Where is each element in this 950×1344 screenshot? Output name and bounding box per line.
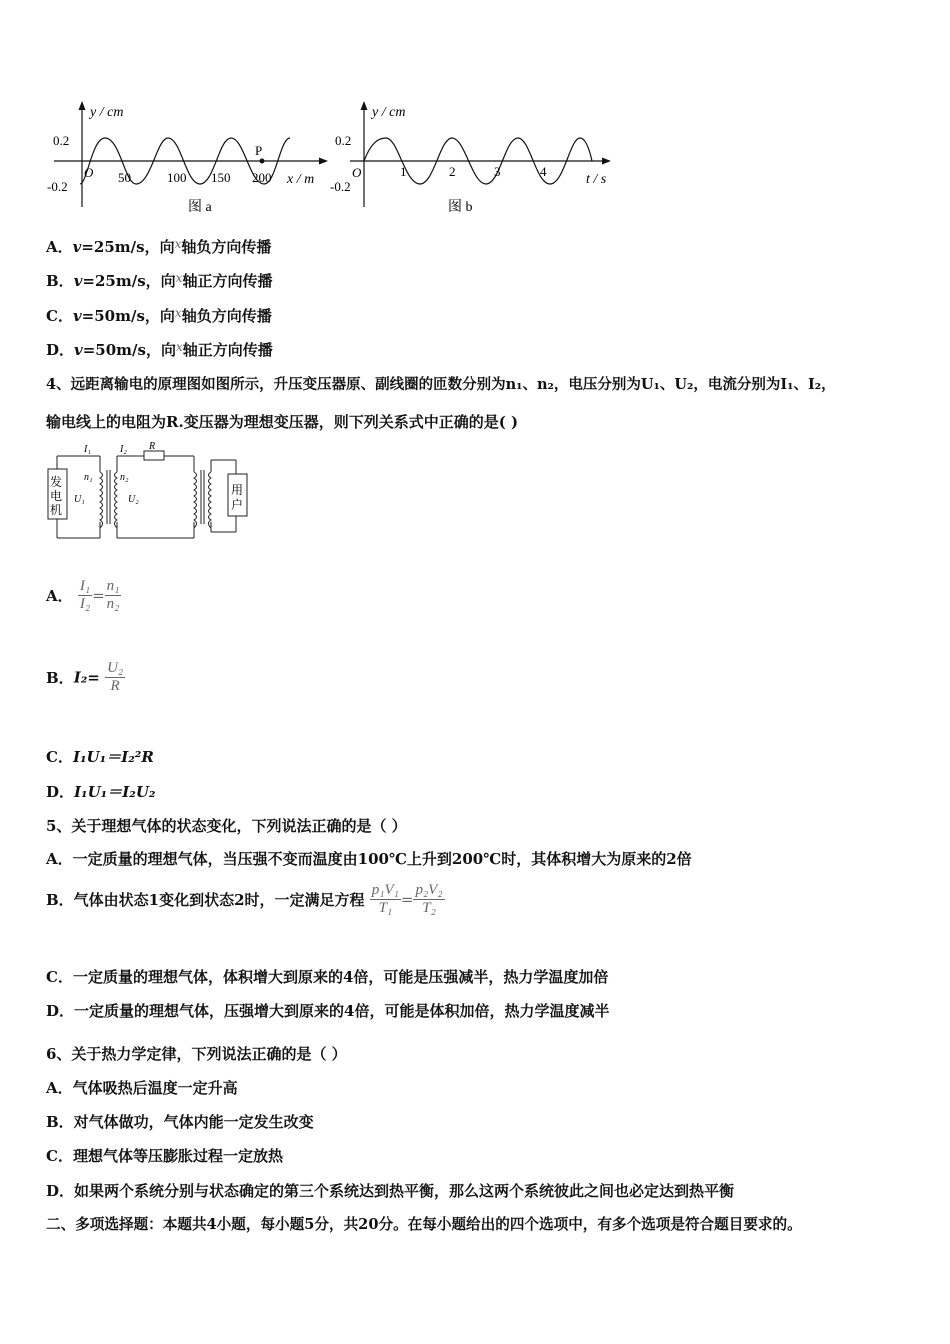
- graph-a-tick-50: 50: [118, 170, 131, 185]
- graph-a-caption: 图 a: [188, 200, 212, 215]
- q3-option-d: D．v=50m/s，向$^x$轴正方向传播: [46, 340, 273, 359]
- q6-option-b: B．对气体做功，气体内能一定发生改变: [46, 1113, 314, 1131]
- q5-b-frac-right: $\frac{\text{p₂V₂}}{\text{T₂}}$: [415, 882, 443, 916]
- q4-stem-line2: 输电线上的电阻为R.变压器为理想变压器，则下列关系式中正确的是( ): [46, 413, 519, 431]
- graph-a-xlabel: x / m: [287, 172, 315, 187]
- q5-option-a: A．一定质量的理想气体，当压强不变而温度由100℃上升到200℃时，其体积增大为原来的2倍: [46, 850, 692, 868]
- q4-option-c: C．I₁U₁＝I₂²R: [46, 748, 154, 766]
- transmission-circuit-diagram: [46, 442, 251, 544]
- user-label: 用: [231, 483, 244, 497]
- graph-b-tick-1: 1: [400, 164, 407, 179]
- graph-a-ylabel: y / cm: [90, 105, 124, 120]
- graph-b-tick-2: 2: [449, 164, 456, 179]
- q5-option-b: B．气体由状态1变化到状态2时，一定满足方程 $\frac{\text{p₁V₁}}{\text{T₁}}$ = $\frac{\text{p₂V₂}}{\text{T₂}}$: [46, 882, 443, 916]
- q3-option-b: B．v=25m/s，向$^x$轴正方向传播: [46, 271, 273, 290]
- q3-option-a: A．v=25m/s，向$^x$轴负方向传播: [46, 237, 272, 256]
- wave-graph-a: [40, 95, 330, 220]
- graph-b-xlabel: t / s: [586, 172, 607, 187]
- circuit-n2: n₂: [120, 472, 129, 483]
- graph-a-origin: O: [84, 165, 94, 180]
- q6-option-d: D．如果两个系统分别与状态确定的第三个系统达到热平衡，那么这两个系统彼此之间也必定达到热平衡: [46, 1182, 735, 1200]
- graph-b-tick-3: 3: [494, 164, 501, 179]
- circuit-i2: I₂: [120, 444, 127, 455]
- q6-stem: 6、关于热力学定律，下列说法正确的是（ ）: [46, 1045, 347, 1063]
- generator-label-2: 电: [50, 489, 63, 503]
- q4-option-a: A． $\frac{\text{I₁}}{\text{I₂}}$ = $\frac{\text{n₁}}{\text{n₂}}$: [46, 578, 120, 612]
- q5-option-d: D．一定质量的理想气体，压强增大到原来的4倍，可能是体积加倍，热力学温度减半: [46, 1002, 610, 1020]
- q4-b-frac: $\frac{\text{U₂}}{R}$: [107, 660, 124, 694]
- circuit-u1: U₁: [74, 494, 85, 505]
- user-label-2: 户: [231, 498, 244, 512]
- q4-option-b: B．I₂= $\frac{\text{U₂}}{R}$: [46, 660, 124, 694]
- wave-graph-b: [330, 95, 620, 220]
- generator-label: 发: [50, 475, 63, 489]
- q5-b-frac-left: $\frac{\text{p₁V₁}}{\text{T₁}}$: [371, 882, 399, 916]
- graph-a-point-p: P: [255, 143, 263, 158]
- q6-option-a: A．气体吸热后温度一定升高: [46, 1079, 238, 1097]
- q4-a-frac-left: $\frac{\text{I₁}}{\text{I₂}}$: [79, 578, 91, 612]
- q5-option-c: C．一定质量的理想气体，体积增大到原来的4倍，可能是压强减半，热力学温度加倍: [46, 968, 609, 986]
- graph-b-tick-4: 4: [540, 164, 547, 179]
- q4-stem-line1: 4、远距离输电的原理图如图所示，升压变压器原、副线圈的匝数分别为n₁、n₂，电压分别为U₁、U₂，电流分别为I₁、I₂，: [46, 376, 836, 393]
- q6-option-c: C．理想气体等压膨胀过程一定放热: [46, 1147, 283, 1165]
- q4-option-d: D．I₁U₁＝I₂U₂: [46, 783, 156, 801]
- graph-a-ybottom: -0.2: [47, 179, 68, 194]
- graph-a-tick-100: 100: [167, 170, 187, 185]
- q3-option-c: C．v=50m/s，向$^x$轴负方向传播: [46, 306, 272, 325]
- graph-a-tick-200: 200: [252, 170, 272, 185]
- graph-b-origin: O: [352, 165, 362, 180]
- circuit-i1: I₁: [84, 444, 91, 455]
- circuit-r: R: [149, 442, 156, 452]
- section-2-heading: 二、多项选择题：本题共4小题，每小题5分，共20分。在每小题给出的四个选项中，有多个选项是符合题目要求的。: [46, 1216, 802, 1233]
- q5-stem: 5、关于理想气体的状态变化，下列说法正确的是（ ）: [46, 817, 407, 835]
- circuit-u2: U₂: [128, 494, 139, 505]
- graph-b-ybottom: -0.2: [330, 179, 351, 194]
- graph-b-caption: 图 b: [448, 200, 473, 215]
- circuit-n1: n₁: [84, 472, 93, 483]
- graph-a-ytop: 0.2: [53, 133, 70, 148]
- graph-b-ylabel: y / cm: [372, 105, 406, 120]
- generator-label-3: 机: [50, 503, 63, 517]
- graph-b-ytop: 0.2: [335, 133, 352, 148]
- q4-a-frac-right: $\frac{\text{n₁}}{\text{n₂}}$: [106, 578, 120, 612]
- graph-a-tick-150: 150: [211, 170, 231, 185]
